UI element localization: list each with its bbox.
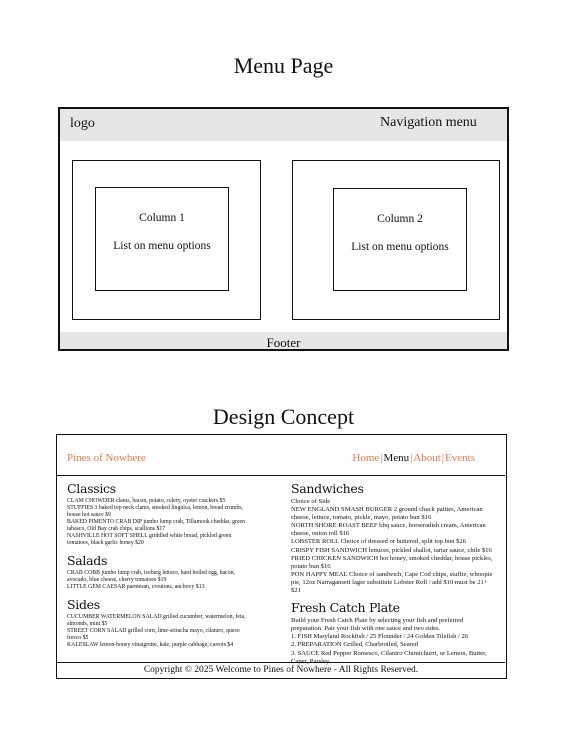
menu-item: 1. FISH Maryland Rockfish / 25 Flounder / 24 Golden Tilefish / 26 [291, 633, 469, 641]
menu-item: CRISPY FISH SANDWICH lettuces, pickled shallot, tartar sauce, chile $16 [291, 546, 492, 554]
concept-panel [56, 434, 507, 679]
column-2-title: Column 2 [377, 213, 423, 225]
menu-item: NORTH SHORE ROAST BEEF bbq sauce, horseradish cream, American cheese, onion roll $16 [291, 522, 486, 538]
nav-separator: | [410, 452, 413, 464]
site-footer: Copyright © 2025 Welcome to Pines of Nowhere - All Rights Reserved. [143, 665, 419, 675]
wireframe-nav-label: Navigation menu [380, 115, 477, 130]
wireframe-title: Menu Page [233, 53, 334, 78]
section-title-sides: Sides [67, 597, 100, 612]
section-title-salads: Salads [67, 553, 108, 568]
menu-item: FRIED CHICKEN SANDWICH hot honey, smoked cheddar, house pickles, potato bun $16 [291, 554, 493, 570]
nav-about[interactable]: About [413, 452, 441, 464]
menu-item: CRAB COBB jumbo lump crab, iceberg lettuce, hard boiled egg, bacon, avocado, blue cheese, cherry tomatoes $19 [67, 570, 235, 583]
menu-item: Build your Fresh Catch Plate by selecting your fish and preferred preparation. Pair your fish with one sauce and two sides. [291, 617, 464, 633]
menu-item: STREET CORN SALAD grilled corn, lime-sriracha mayo, cilantro, queso fresco $5 [67, 628, 240, 641]
footer-divider [57, 662, 505, 663]
menu-item: LITTLE GEM CAESAR parmesan, croutons, anchovy $13 [67, 584, 205, 590]
wireframe-panel [58, 107, 509, 351]
menu-item: CLAM CHOWDER clams, bacon, potato, celery, oyster crackers $5 [67, 498, 226, 504]
wireframe-logo-label: logo [70, 116, 95, 131]
site-nav [352, 452, 475, 464]
wireframe-column-1 [95, 187, 229, 291]
menu-item: PON HAPPY MEAL Choice of sandwich, Cape Cod chips, stuffie, whoopie pie, 12oz Narragansett lager substitute Lobster Roll / add $10 must be 21+ $21 [291, 570, 493, 595]
menu-item: LOBSTER ROLL Choice of dressed or buttered, split top bun $26 [291, 538, 467, 546]
concept-title: Design Concept [212, 404, 355, 429]
wireframe-header [60, 109, 507, 141]
menu-item: Choice of Side [291, 498, 331, 505]
menu-item: 3. SAUCE Red Pepper Romesco, Cilantro Chimichurri, or Lemon, Butter, Caper, Parsley [291, 649, 487, 665]
menu-item: BAKED PIMENTO CRAB DIP jumbo lump crab, Tillamook cheddar, green tabasco, Old Bay crab chips, scallions $17 [67, 519, 246, 532]
menu-item: NASHVILLE HOT SOFT SHELL griddled white bread, pickled green tomatoes, black garlic honey $20 [67, 533, 232, 546]
section-title-sandwiches: Sandwiches [291, 481, 364, 496]
nav-separator: | [380, 452, 383, 464]
nav-menu[interactable]: Menu [383, 452, 410, 464]
menu-item: 2. PREPARATION Grilled, Charbroiled, Seared [291, 641, 419, 649]
menu-column-left [67, 481, 252, 649]
site-brand-link[interactable]: Pines of Nowhere [67, 452, 146, 464]
menu-item: CUCUMBER WATERMELON SALAD grilled cucumber, watermelon, feta, almonds, mint $5 [67, 614, 246, 627]
wireframe-footer [60, 332, 507, 349]
section-title-fresh-catch: Fresh Catch Plate [291, 600, 400, 616]
section-title-classics: Classics [67, 481, 116, 496]
menu-column-right [291, 481, 496, 666]
column-2-desc: List on menu options [351, 241, 449, 253]
nav-separator: | [441, 452, 445, 464]
wireframe-footer-label: Footer [266, 335, 301, 350]
menu-item: KALESLAW lemon-honey vinaigrette, kale, purple cabbage, carrots $4 [67, 642, 234, 648]
nav-events[interactable]: Events [445, 452, 475, 464]
menu-item: NEW ENGLAND SMASH BURGER 2 ground chuck patties, American cheese, lettuce, tomato, pickle, mayo, potato bun $16 [291, 506, 483, 522]
column-1-desc: List on menu options [113, 240, 211, 252]
header-divider [57, 475, 505, 476]
column-1-title: Column 1 [139, 212, 185, 224]
nav-home[interactable]: Home [352, 452, 380, 464]
menu-item: STUFFIES 3 baked top neck clams, smoked linguica, lemon, bread crumbs, house hot sauce $9 [67, 505, 244, 518]
wireframe-column-2 [333, 188, 467, 291]
wireframe-column-1-container [72, 160, 261, 320]
wireframe-column-2-container [292, 160, 500, 320]
